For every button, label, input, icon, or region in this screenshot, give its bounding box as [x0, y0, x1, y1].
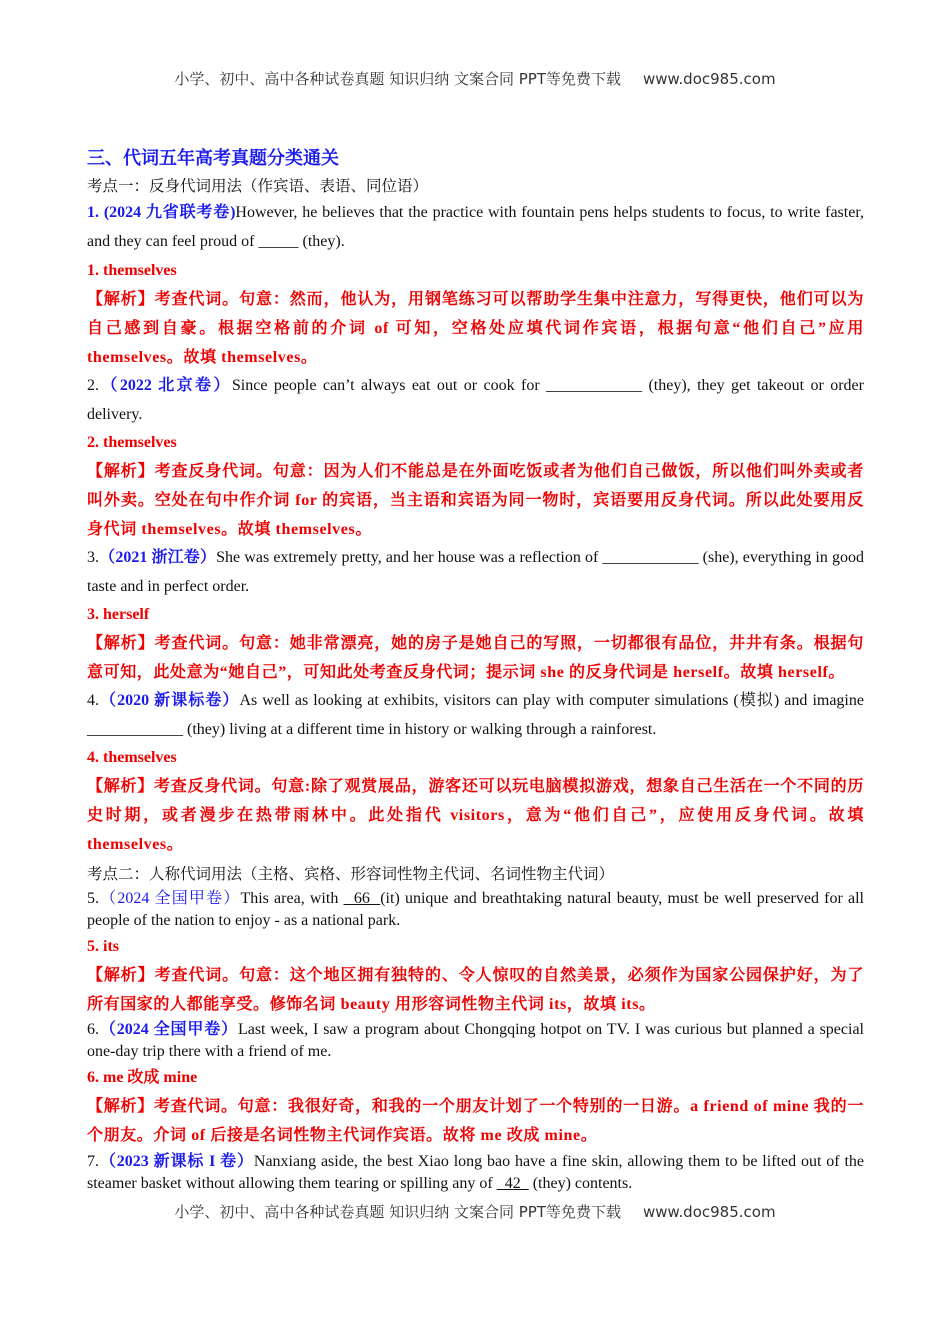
analysis-6: 【解析】考查代词。句意：我很好奇，和我的一个朋友计划了一个特别的一日游。a friend of mine 我的一个朋友。介词 of 后接是名词性物主代词作宾语。故将 me 改成 mine。	[87, 1098, 864, 1144]
page-header	[0, 68, 950, 89]
question-number: 5.	[87, 890, 99, 907]
analysis-3: 【解析】考查代词。句意：她非常漂亮，她的房子是她自己的写照，一切都很有品位，井井有条。根据句意可知，此处意为“她自己”，可知此处考查反身代词；提示词 she 的反身代词是 herself。故填 herself。	[87, 635, 864, 681]
question-3	[87, 543, 864, 601]
footer-text: 小学、初中、高中各种试卷真题 知识归纳 文案合同 PPT等免费下载	[174, 1203, 621, 1221]
question-source: （2023 新课标 I 卷）	[99, 1153, 254, 1170]
answer-4: 4. themselves	[87, 749, 177, 766]
question-number: 2.	[87, 377, 99, 394]
question-text: Last week, I saw a program about Chongqing hotpot on TV. I was curious but planned a special one-day trip there with a friend of me.	[87, 1021, 864, 1060]
question-text: She was extremely pretty, and her house was a reflection of ____________ (she), everything in good taste and in perfect order.	[87, 549, 864, 595]
question-number: 7.	[87, 1153, 99, 1170]
question-text: Since people can’t always eat out or cook for ____________ (they), they get takeout or order delivery.	[87, 377, 864, 423]
question-number: 3.	[87, 549, 99, 566]
answer-2: 2. themselves	[87, 434, 177, 451]
answer-6: 6. me 改成 mine	[87, 1069, 198, 1086]
blank-number: 66	[343, 890, 381, 907]
question-number: 1.	[87, 204, 104, 221]
question-1	[87, 198, 864, 256]
analysis-4: 【解析】考查反身代词。句意:除了观赏展品，游客还可以玩电脑模拟游戏，想象自己生活在一个不同的历史时期，或者漫步在热带雨林中。此处指代 visitors，意为“他们自己”，应使用反身代词。故填 themselves。	[87, 778, 864, 853]
answer-5: 5. its	[87, 938, 119, 955]
question-text: This area, with	[240, 890, 344, 907]
question-2	[87, 371, 864, 429]
question-source: （2021 浙江卷）	[99, 549, 217, 566]
analysis-2: 【解析】考查反身代词。句意：因为人们不能总是在外面吃饭或者为他们自己做饭，所以他们叫外卖或者叫外卖。空处在句中作介词 for 的宾语，当主语和宾语为同一物时，宾语要用反身代词。所以此处要用反身代词 themselves。故填 themselves。	[87, 463, 864, 538]
question-number: 4.	[87, 692, 99, 709]
blank-number: 42	[496, 1175, 529, 1192]
question-text: (they) contents.	[528, 1175, 633, 1192]
section-title: 三、代词五年高考真题分类通关	[87, 148, 339, 169]
topic-heading-2: 考点二：人称代词用法（主格、宾格、形容词性物主代词、名词性物主代词）	[87, 865, 615, 883]
question-source: （2024 全国甲卷）	[99, 1021, 238, 1038]
question-4	[87, 686, 864, 744]
question-text: As well as looking at exhibits, visitors can play with computer simulations (模拟) and imagine ____________ (they) living at a different time in history or walking through a rainforest.	[87, 692, 864, 738]
analysis-1: 【解析】考查代词。句意：然而，他认为，用钢笔练习可以帮助学生集中注意力，写得更快，他们可以为自己感到自豪。根据空格前的介词 of 可知，空格处应填代词作宾语，根据句意“他们自己”应用 themselves。故填 themselves。	[87, 291, 864, 366]
question-text: However, he believes that the practice with fountain pens helps students to focus, to write faster, and they can feel proud of _____ (they).	[87, 204, 865, 250]
header-url: www.doc985.com	[642, 70, 776, 88]
question-text: (it) unique and breathtaking natural beauty, must be well preserved for all people of the nation to enjoy - as a national park.	[87, 890, 864, 929]
answer-3: 3. herself	[87, 606, 150, 623]
page-footer	[0, 1201, 950, 1222]
answer-1: 1. themselves	[87, 262, 177, 279]
question-text: Nanxiang aside, the best Xiao long bao have a fine skin, allowing them to be lifted out of the steamer basket without allowing them tearing or spilling any of	[87, 1153, 864, 1192]
question-source: (2024 九省联考卷)	[103, 204, 236, 221]
header-text: 小学、初中、高中各种试卷真题 知识归纳 文案合同 PPT等免费下载	[174, 70, 621, 88]
question-7	[87, 1151, 864, 1195]
question-source: （2024 全国甲卷）	[99, 890, 241, 907]
question-source: （2022 北京卷）	[99, 377, 232, 394]
footer-url: www.doc985.com	[642, 1203, 776, 1221]
question-number: 6.	[87, 1021, 99, 1038]
topic-heading-1: 考点一：反身代词用法（作宾语、表语、同位语）	[87, 177, 429, 195]
question-source: （2020 新课标卷）	[99, 692, 240, 709]
question-6	[87, 1019, 864, 1063]
analysis-5: 【解析】考查代词。句意：这个地区拥有独特的、令人惊叹的自然美景，必须作为国家公园保护好，为了所有国家的人都能享受。修饰名词 beauty 用形容词性物主代词 its，故填 its。	[87, 967, 864, 1013]
question-5	[87, 888, 864, 932]
